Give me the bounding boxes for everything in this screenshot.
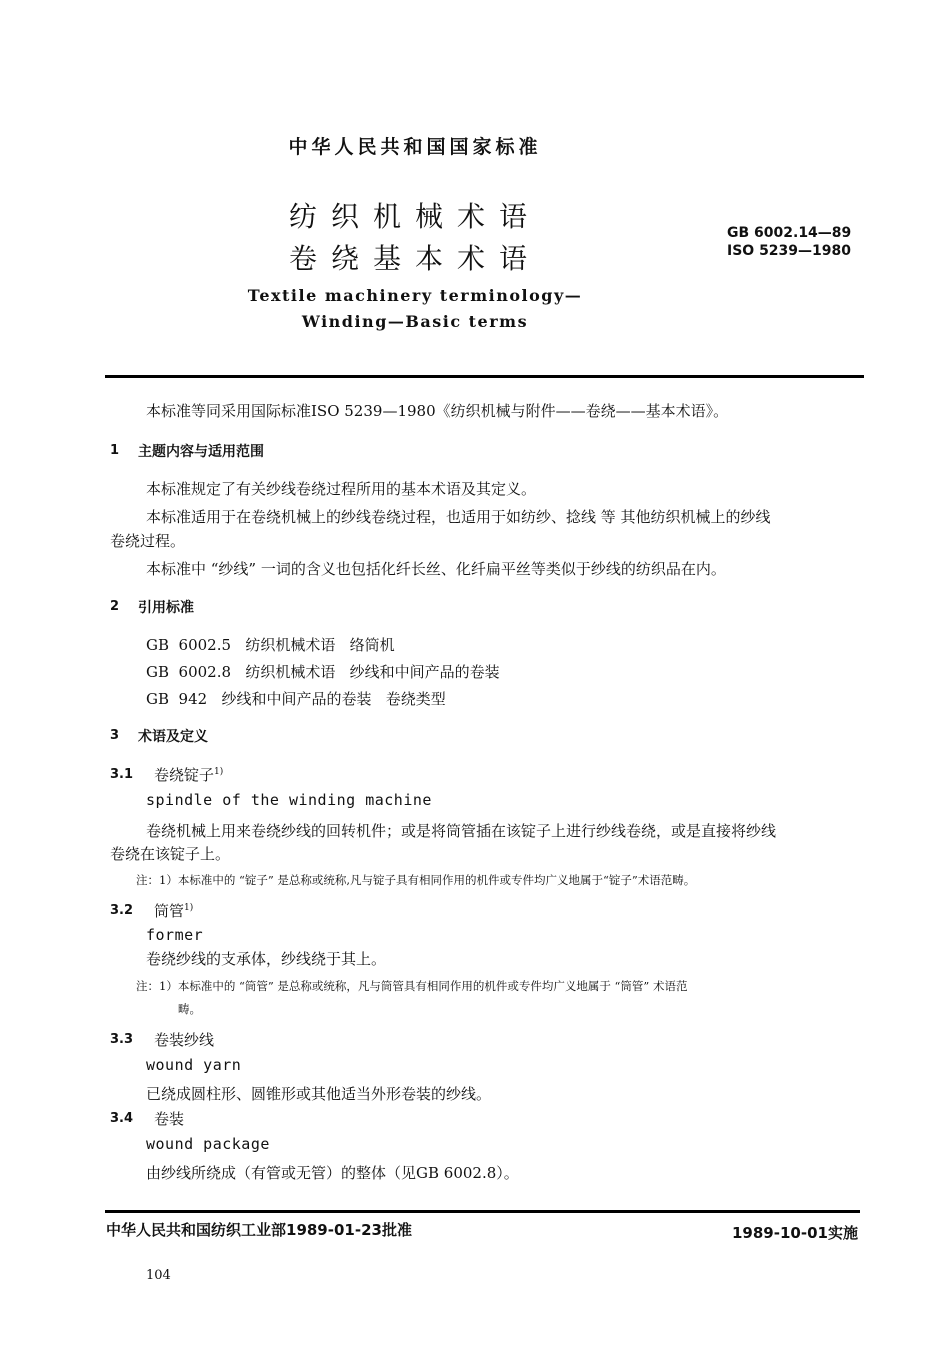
reference-item: GB 6002.8 纺织机械术语 纱线和中间产品的卷装 — [146, 663, 500, 681]
term-en: former — [146, 926, 204, 944]
term-number: 3.4 — [110, 1111, 134, 1126]
term-number: 3.1 — [110, 767, 134, 782]
standard-code-gb: GB 6002.14—89 — [727, 225, 852, 241]
intro-paragraph: 本标准等同采用国际标准ISO 5239—1980《纺织机械与附件——卷绕——基本术语》。 — [146, 402, 729, 420]
term-definition: 已绕成圆柱形、圆锥形或其他适当外形卷装的纱线。 — [146, 1085, 492, 1103]
section1-para2-cont: 卷绕过程。 — [110, 532, 186, 550]
term-en: wound yarn — [146, 1056, 242, 1074]
footnote-marker: 1) — [214, 767, 224, 777]
term-number: 3.2 — [110, 903, 134, 918]
term-cn: 卷装纱线 — [154, 1031, 215, 1049]
title-cn-line1: 纺织机械术语 — [288, 200, 541, 233]
section1-para3: 本标准中 “纱线” 一词的含义也包括化纤长丝、化纤扁平丝等类似于纱线的纺织品在内。 — [146, 560, 726, 578]
term-en: spindle of the winding machine — [146, 791, 432, 809]
title-cn-line2: 卷绕基本术语 — [288, 242, 541, 275]
standard-code-iso: ISO 5239—1980 — [727, 243, 851, 259]
reference-item: GB 6002.5 纺织机械术语 络筒机 — [146, 636, 395, 654]
term-definition-cont: 卷绕在该锭子上。 — [110, 845, 231, 863]
section1-number: 1 — [110, 443, 120, 458]
header-divider — [105, 375, 864, 378]
section1-para2: 本标准适用于在卷绕机械上的纱线卷绕过程，也适用于如纺纱、捻线 等 其他纺织机械上的纱线 — [146, 508, 771, 526]
national-standard-label: 中华人民共和国国家标准 — [288, 136, 542, 158]
term-en: wound package — [146, 1135, 270, 1153]
term-cn: 卷绕锭子$^{1)}$ — [154, 766, 224, 784]
reference-item: GB 942 纱线和中间产品的卷装 卷绕类型 — [146, 690, 446, 708]
term-definition: 卷绕纱线的支承体，纱线绕于其上。 — [146, 950, 387, 968]
term-note: 注：1）本标准中的 “筒管” 是总称或统称，凡与筒管具有相同作用的机件或专件均广义地属于 “筒管” 术语范 — [136, 979, 688, 993]
section3-title: 术语及定义 — [138, 729, 208, 745]
approval-date: 中华人民共和国纺织工业部1989-01-23批准 — [106, 1221, 412, 1239]
section2-title: 引用标准 — [138, 600, 194, 616]
section2-number: 2 — [110, 599, 120, 614]
term-definition: 卷绕机械上用来卷绕纱线的回转机件；或是将筒管插在该锭子上进行纱线卷绕，或是直接将纱线 — [146, 822, 777, 840]
term-cn: 卷装 — [154, 1110, 185, 1128]
term-definition: 由纱线所绕成（有管或无管）的整体（见GB 6002.8）。 — [146, 1164, 519, 1182]
section1-title: 主题内容与适用范围 — [138, 444, 264, 460]
page-number: 104 — [146, 1268, 171, 1283]
title-en-line2: Winding—Basic terms — [301, 312, 529, 331]
term-cn: 筒管$^{1)}$ — [154, 902, 194, 920]
footnote-marker: 1) — [184, 903, 194, 913]
effective-date: 1989-10-01实施 — [732, 1224, 858, 1242]
term-note: 注：1）本标准中的 “锭子” 是总称或统称,凡与锭子具有相同作用的机件或专件均广义地属于“锭子”术语范畴。 — [136, 873, 696, 887]
section3-number: 3 — [110, 728, 120, 743]
title-en-line1: Textile machinery terminology— — [247, 286, 583, 305]
term-note-cont: 畴。 — [178, 1002, 201, 1016]
term-number: 3.3 — [110, 1032, 134, 1047]
footer-divider — [105, 1210, 860, 1213]
section1-para1: 本标准规定了有关纱线卷绕过程所用的基本术语及其定义。 — [146, 480, 537, 498]
